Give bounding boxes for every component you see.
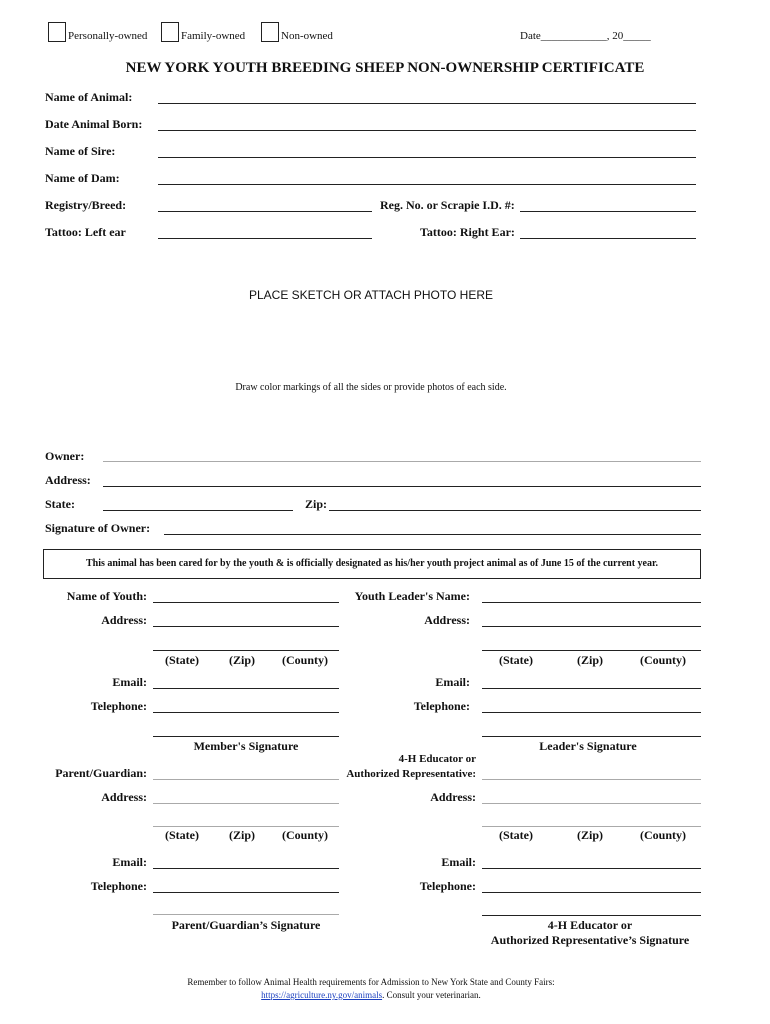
guardian-email-label: Email: xyxy=(112,855,147,869)
educator-name-label-line1: 4-H Educator or xyxy=(398,753,476,765)
guardian-state-label: (State) xyxy=(165,828,199,842)
guardian-name-label: Parent/Guardian: xyxy=(55,766,147,780)
registry-field[interactable] xyxy=(158,211,372,212)
guardian-county-label: (County) xyxy=(282,828,329,842)
leader-name-field[interactable] xyxy=(482,602,701,603)
leader-signature-label: Leader's Signature xyxy=(539,739,637,753)
tattoo-right-label: Tattoo: Right Ear: xyxy=(420,225,515,239)
educator-state-label: (State) xyxy=(499,828,533,842)
owner-label: Owner: xyxy=(45,449,85,463)
statement-text: This animal has been cared for by the youth & is officially designated as his/her youth project animal as of June 15 of the current year. xyxy=(85,558,659,569)
reg-no-field[interactable] xyxy=(520,211,696,212)
educator-email-field[interactable] xyxy=(482,868,701,869)
reg-no-label: Reg. No. or Scrapie I.D. #: xyxy=(380,198,515,212)
leader-address-field[interactable] xyxy=(482,626,701,627)
tattoo-right-field[interactable] xyxy=(520,238,696,239)
owner-zip-label: Zip: xyxy=(305,497,328,511)
guardian-address-label: Address: xyxy=(101,790,147,804)
leader-address-line2-field[interactable] xyxy=(482,650,701,651)
owner-field[interactable] xyxy=(103,461,701,462)
photo-placeholder[interactable]: PLACE SKETCH OR ATTACH PHOTO HERE xyxy=(248,288,494,302)
educator-telephone-field[interactable] xyxy=(482,892,701,893)
leader-county-label: (County) xyxy=(640,653,687,667)
animal-name-label: Name of Animal: xyxy=(45,90,133,104)
personally-owned-checkbox[interactable] xyxy=(48,22,66,42)
non-owned-checkbox[interactable] xyxy=(261,22,279,42)
tattoo-left-field[interactable] xyxy=(158,238,372,239)
date-born-field[interactable] xyxy=(158,130,696,131)
non-owned-label: Non-owned xyxy=(281,30,333,42)
educator-zip-label: (Zip) xyxy=(577,828,604,842)
dam-label: Name of Dam: xyxy=(45,171,120,185)
leader-telephone-label: Telephone: xyxy=(413,699,470,713)
youth-name-label: Name of Youth: xyxy=(66,589,147,603)
page-title: NEW YORK YOUTH BREEDING SHEEP NON-OWNERSHIP CERTIFICATE xyxy=(125,60,645,76)
owner-address-field[interactable] xyxy=(103,486,701,487)
youth-address-label: Address: xyxy=(101,613,147,627)
owner-state-field[interactable] xyxy=(103,510,293,511)
footer-note: Remember to follow Animal Health requirements for Admission to New York State and County Fairs: xyxy=(187,977,555,987)
educator-address-field[interactable] xyxy=(482,803,701,804)
guardian-telephone-label: Telephone: xyxy=(90,879,147,893)
youth-zip-label: (Zip) xyxy=(229,653,256,667)
leader-state-label: (State) xyxy=(499,653,533,667)
leader-name-label: Youth Leader's Name: xyxy=(354,589,470,603)
date-born-label: Date Animal Born: xyxy=(45,117,143,131)
educator-telephone-label: Telephone: xyxy=(419,879,476,893)
family-owned-label: Family-owned xyxy=(181,30,246,42)
educator-email-label: Email: xyxy=(441,855,476,869)
leader-email-field[interactable] xyxy=(482,688,701,689)
owner-address-label: Address: xyxy=(45,473,91,487)
tattoo-left-label: Tattoo: Left ear xyxy=(45,225,126,239)
owner-signature-field[interactable] xyxy=(164,534,701,535)
statement-box xyxy=(43,549,701,579)
youth-county-label: (County) xyxy=(282,653,329,667)
educator-county-label: (County) xyxy=(640,828,687,842)
leader-signature-field[interactable] xyxy=(482,736,701,737)
educator-signature-label-line2: Authorized Representative’s Signature xyxy=(490,933,690,947)
registry-label: Registry/Breed: xyxy=(45,198,127,212)
animal-name-field[interactable] xyxy=(158,103,696,104)
guardian-signature-label: Parent/Guardian’s Signature xyxy=(171,918,321,932)
youth-state-label: (State) xyxy=(165,653,199,667)
leader-email-label: Email: xyxy=(435,675,470,689)
personally-owned-label: Personally-owned xyxy=(68,30,148,42)
sire-field[interactable] xyxy=(158,157,696,158)
member-signature-label: Member's Signature xyxy=(193,739,299,753)
educator-name-label-line2: Authorized Representative: xyxy=(346,768,476,780)
youth-telephone-label: Telephone: xyxy=(90,699,147,713)
educator-signature-field[interactable] xyxy=(482,915,701,916)
leader-zip-label: (Zip) xyxy=(577,653,604,667)
educator-address-line2-field[interactable] xyxy=(482,826,701,827)
educator-address-label: Address: xyxy=(430,790,476,804)
guardian-address-line2-field[interactable] xyxy=(153,826,339,827)
footer-suffix: . Consult your veterinarian. xyxy=(382,990,481,1000)
family-owned-checkbox[interactable] xyxy=(161,22,179,42)
dam-field[interactable] xyxy=(158,184,696,185)
youth-email-label: Email: xyxy=(112,675,147,689)
leader-address-label: Address: xyxy=(424,613,470,627)
guardian-zip-label: (Zip) xyxy=(229,828,256,842)
youth-address-line2-field[interactable] xyxy=(153,650,339,651)
animal-health-link[interactable]: https://agriculture.ny.gov/animals xyxy=(261,990,383,1000)
educator-signature-label-line1: 4-H Educator or xyxy=(547,918,633,932)
guardian-signature-field[interactable] xyxy=(153,914,339,915)
sire-label: Name of Sire: xyxy=(45,144,116,158)
photo-note: Draw color markings of all the sides or provide photos of each side. xyxy=(235,382,507,393)
footer-line2 xyxy=(0,990,742,1000)
owner-state-label: State: xyxy=(45,497,75,511)
owner-zip-field[interactable] xyxy=(329,510,701,511)
date-field[interactable]: Date____________, 20_____ xyxy=(520,30,651,42)
educator-name-field[interactable] xyxy=(482,779,701,780)
owner-signature-label: Signature of Owner: xyxy=(45,521,151,535)
leader-telephone-field[interactable] xyxy=(482,712,701,713)
member-signature-field[interactable] xyxy=(153,736,339,737)
